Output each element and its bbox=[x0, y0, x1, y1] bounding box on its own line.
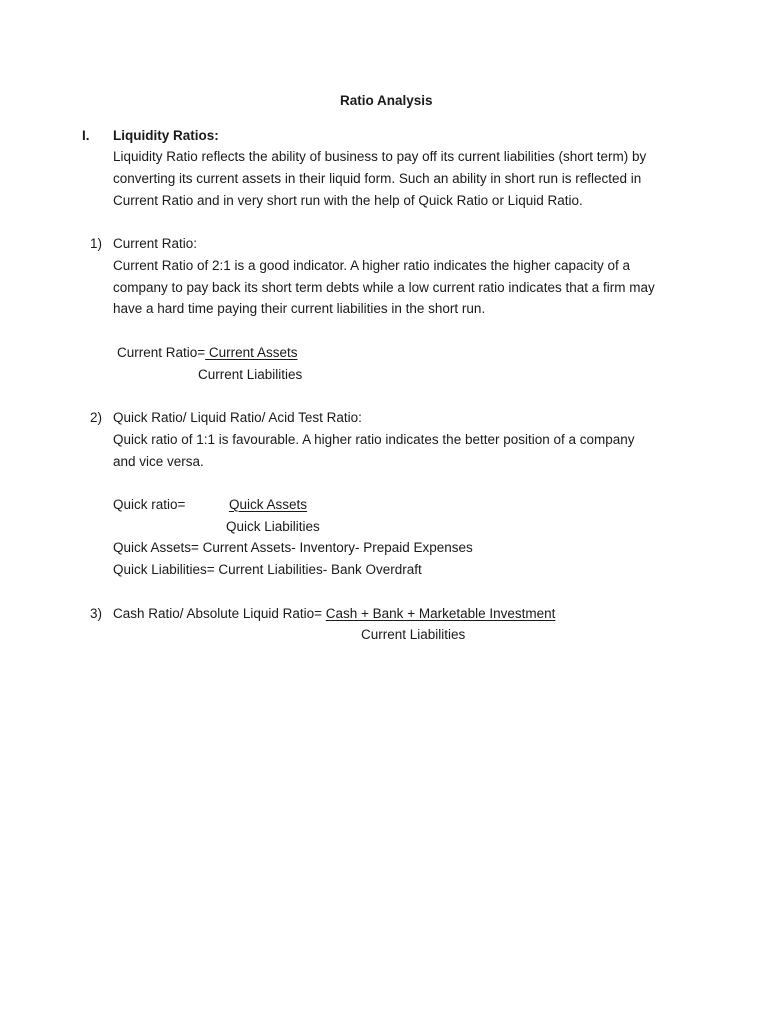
definition-line: Quick Liabilities= Current Liabilities- Bank Overdraft bbox=[113, 562, 422, 577]
item-number: 2) bbox=[90, 410, 103, 425]
formula bbox=[117, 344, 297, 362]
formula-denominator: Current Liabilities bbox=[198, 367, 303, 382]
formula-numerator: Quick Assets bbox=[229, 497, 308, 512]
formula-numerator: Cash + Bank + Marketable Investment bbox=[325, 606, 556, 621]
item-body-line: and vice versa. bbox=[113, 454, 204, 469]
item-body-line: have a hard time paying their current liabilities in the short run. bbox=[113, 301, 486, 316]
page-title: Ratio Analysis bbox=[340, 93, 433, 108]
item-heading: Quick Ratio/ Liquid Ratio/ Acid Test Ratio: bbox=[113, 410, 362, 425]
formula-label: Cash Ratio/ Absolute Liquid Ratio= bbox=[113, 606, 326, 621]
item-heading: Current Ratio: bbox=[113, 236, 198, 251]
intro-line: Liquidity Ratio reflects the ability of business to pay off its current liabilities (short term) by bbox=[113, 149, 647, 164]
item-number: 3) bbox=[90, 606, 103, 621]
formula-numerator: Current Assets bbox=[205, 345, 298, 360]
formula-label: Quick ratio= bbox=[113, 497, 186, 512]
item-body-line: Current Ratio of 2:1 is a good indicator. A higher ratio indicates the higher capacity of a bbox=[113, 258, 631, 273]
formula bbox=[113, 605, 555, 623]
item-body-line: Quick ratio of 1:1 is favourable. A higher ratio indicates the better position of a company bbox=[113, 432, 635, 447]
formula-label: Current Ratio= bbox=[117, 345, 206, 360]
formula-denominator: Current Liabilities bbox=[361, 627, 466, 642]
item-body-line: company to pay back its short term debts while a low current ratio indicates that a firm may bbox=[113, 280, 655, 295]
item-number: 1) bbox=[90, 236, 103, 251]
formula-denominator: Quick Liabilities bbox=[226, 519, 320, 534]
intro-line: converting its current assets in their liquid form. Such an ability in short run is reflected in bbox=[113, 171, 642, 186]
intro-line: Current Ratio and in very short run with the help of Quick Ratio or Liquid Ratio. bbox=[113, 193, 583, 208]
section-heading: Liquidity Ratios: bbox=[113, 128, 219, 143]
definition-line: Quick Assets= Current Assets- Inventory- Prepaid Expenses bbox=[113, 540, 473, 555]
section-numeral: I. bbox=[82, 128, 90, 143]
